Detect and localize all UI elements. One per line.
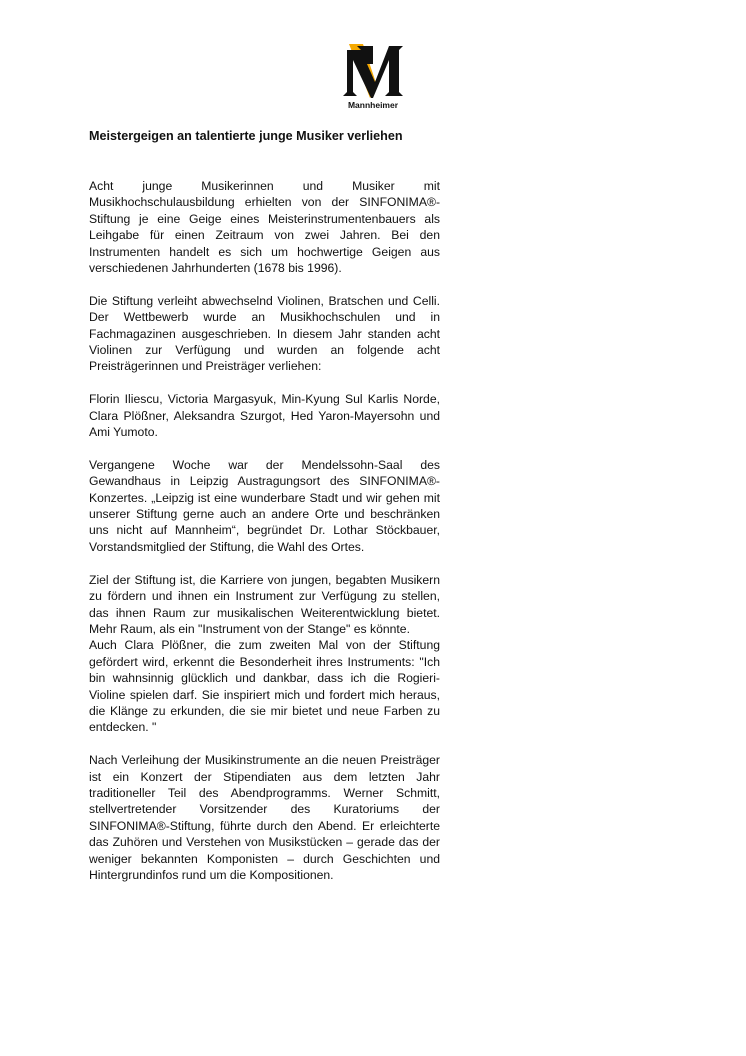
paragraph: Nach Verleihung der Musikinstrumente an die neuen Preisträger ist ein Konzert der Stipendiaten aus dem letzten Jahr traditioneller Teil des Abendprogramms. Werner Schmitt, stellvertretender Vorsitzender des Kuratoriums der SINFONIMA®-Stiftung, führte durch den Abend. Er erleichterte das Zuhören und Verstehen von Musikstücken – gerade das der weniger bekannten Komponisten – durch Geschichten und Hintergrundinfos rund um die Kompositionen. [89,753,440,882]
logo-text: Mannheimer [347,100,399,110]
mannheimer-logo [337,42,417,114]
paragraph: Auch Clara Plößner, die zum zweiten Mal von der Stiftung gefördert wird, erkennt die Besonderheit ihres Instruments: "Ich bin wahnsinnig glücklich und dankbar, dass ich die Rogieri-Violine spielen darf. Sie inspiriert mich und fordert mich heraus, die Klänge zu erkunden, die sie mir bietet und neue Farben zu entdecken. " [89,638,440,735]
paragraph: Ziel der Stiftung ist, die Karriere von jungen, begabten Musikern zu fördern und ihnen ein Instrument zur Verfügung zu stellen, das ihnen Raum zur musikalischen Weiterentwicklung bietet. Mehr Raum, als ein "Instrument von der Stange" es könnte. [89,572,440,636]
paragraph: Vergangene Woche war der Mendelssohn-Saal des Gewandhaus in Leipzig Austragungsort des SINFONIMA®-Konzertes. „Leipzig ist eine wunderbare Stadt und wir gehen mit unserer Stiftung gerne auch an andere Orte und beschränken uns nicht auf Mannheim“, begründet Dr. Lothar Stöckbauer, Vorstandsmitglied der Stiftung, die Wahl des Ortes. [89,457,440,554]
paragraph: Die Stiftung verleiht abwechselnd Violinen, Bratschen und Celli. Der Wettbewerb wurde an Musikhochschulen und in Fachmagazinen ausgeschrieben. In diesem Jahr standen acht Violinen zur Verfügung und wurden an folgende acht Preisträgerinnen und Preisträger verliehen: [89,293,440,374]
paragraph: Florin Iliescu, Victoria Margasyuk, Min-Kyung Sul Karlis Norde, Clara Plößner, Aleksandra Szurgot, Hed Yaron-Mayersohn und Ami Yumoto. [89,392,440,440]
paragraph: Acht junge Musikerinnen und Musiker mit Musikhochschulausbildung erhielten von der SINFONIMA®-Stiftung je eine Geige eines Meisterinstrumentenbauers als Leihgabe für einen Zeitraum von zwei Jahren. Bei den Instrumenten handelt es sich um hochwertige Geigen aus verschiedenen Jahrhunderten (1678 bis 1996). [89,179,440,276]
page-title: Meistergeigen an talentierte junge Musiker verliehen [89,129,403,143]
logo-m-icon [337,42,409,100]
article-body [89,178,440,900]
